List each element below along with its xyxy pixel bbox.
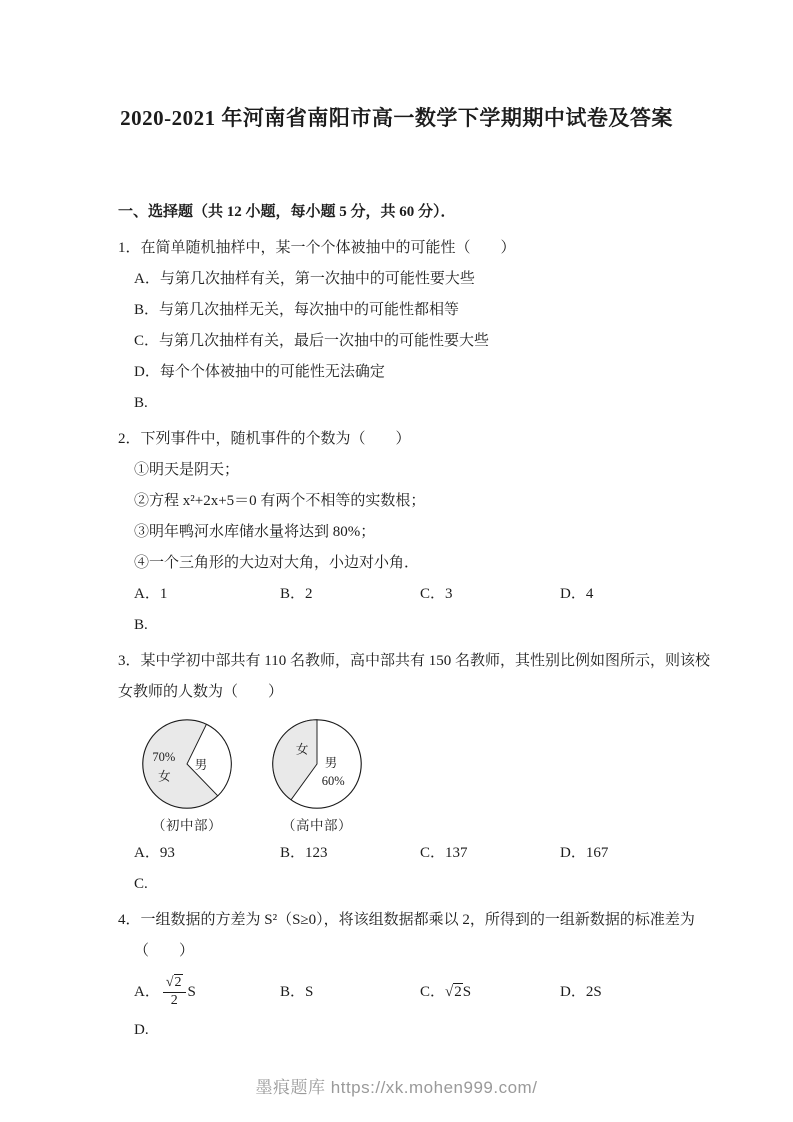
pie-junior-female-label: 女: [158, 769, 171, 784]
option-d-text: 2S: [585, 983, 602, 1000]
question-1-answer: B.: [134, 395, 148, 411]
question-1-option-c: C．与第几次抽样有关，最后一次抽中的可能性要大些: [134, 333, 490, 349]
question-3-option-b: B．123: [280, 845, 328, 861]
question-3-stem-line-1: 3．某中学初中部共有 110 名教师，高中部共有 150 名教师，其性别比例如图所示，则该校: [118, 653, 710, 669]
question-4-stem-line-1: 4．一组数据的方差为 S²（S≥0），将该组数据都乘以 2，所得到的一组新数据的标准差为: [118, 912, 695, 928]
pie-senior-caption: （高中部）: [282, 818, 352, 833]
question-3-stem-line-2: 女教师的人数为（ ）: [118, 684, 284, 700]
exam-content: [0, 197, 793, 1046]
pie-charts: [134, 714, 723, 836]
pie-junior-percent-label: 70%: [152, 750, 176, 765]
question-2-item-1: ①明天是阴天；: [134, 462, 240, 478]
pie-junior-caption: （初中部）: [152, 818, 222, 833]
pie-senior-male-label: 男: [324, 755, 338, 770]
option-b-label: B．: [280, 983, 306, 1000]
question-4: [118, 905, 723, 1046]
question-3-options-row: [118, 838, 723, 869]
question-4-stem-line-2: （ ）: [134, 943, 195, 959]
question-2-answer: B.: [134, 617, 148, 633]
pie-chart-senior-division: [264, 714, 370, 836]
question-4-options-row: [118, 969, 723, 1015]
question-2-option-b: B．2: [280, 586, 313, 602]
question-3-answer: C.: [134, 876, 148, 892]
fraction-numerator: [163, 975, 186, 993]
page-title: 2020-2021 年河南省南阳市高一数学下学期期中试卷及答案: [120, 106, 673, 130]
question-2-option-d: D．4: [560, 586, 594, 602]
question-2: [118, 424, 723, 641]
question-4-answer: D.: [134, 1022, 149, 1038]
question-3: [118, 646, 723, 900]
question-4-option-a: [134, 975, 280, 1009]
pie-junior-svg: [137, 714, 237, 814]
question-4-option-c: [420, 977, 560, 1008]
option-d-label: D．: [560, 983, 586, 1000]
pie-junior-male-label: 男: [194, 757, 208, 772]
question-1-stem: 1．在简单随机抽样中，某一个个体被抽中的可能性（ ）: [118, 240, 516, 256]
pie-senior-female-label: 女: [295, 742, 309, 757]
radicand: 2: [174, 974, 182, 990]
question-2-option-a: A．1: [134, 586, 168, 602]
question-1-option-b: B．与第几次抽样无关，每次抽中的可能性都相等: [134, 302, 460, 318]
option-a-suffix: S: [187, 983, 196, 1000]
pie-chart-junior-division: [134, 714, 240, 836]
pie-senior-percent-label: 60%: [321, 774, 345, 789]
option-c-suffix: S: [462, 983, 472, 1000]
question-4-option-d: [560, 977, 723, 1008]
question-3-option-d: D．167: [560, 845, 609, 861]
radicand: 2: [454, 983, 462, 1000]
radical-sign: √: [445, 983, 454, 1000]
question-2-item-3: ③明年鸭河水库储水量将达到 80%；: [134, 524, 376, 540]
question-1-option-a: A．与第几次抽样有关，第一次抽中的可能性要大些: [134, 271, 475, 287]
question-4-option-b: [280, 977, 420, 1008]
question-2-option-c: C．3: [420, 586, 453, 602]
question-3-option-c: C．137: [420, 845, 468, 861]
section-heading: 一、选择题（共 12 小题，每小题 5 分，共 60 分）．: [118, 204, 456, 220]
option-a-label: A．: [134, 983, 160, 1000]
footer-watermark: 墨痕题库 https://xk.mohen999.com/: [255, 1078, 538, 1097]
pie-senior-svg: [267, 714, 367, 814]
question-2-item-4: ④一个三角形的大边对大角，小边对小角．: [134, 555, 420, 571]
question-2-options-row: [118, 579, 723, 610]
fraction-denominator: 2: [170, 993, 178, 1008]
square-root: [445, 977, 463, 1008]
question-2-item-2: ②方程 x²+2x+5＝0 有两个不相等的实数根；: [134, 493, 426, 509]
radical-sign: √: [165, 974, 174, 990]
question-3-option-a: A．93: [134, 845, 175, 861]
option-c-label: C．: [420, 983, 446, 1000]
question-1: [118, 233, 723, 419]
option-b-text: S: [305, 983, 314, 1000]
question-2-stem: 2．下列事件中，随机事件的个数为（ ）: [118, 431, 411, 447]
fraction: [163, 975, 186, 1009]
question-1-option-d: D．每个个体被抽中的可能性无法确定: [134, 364, 385, 380]
